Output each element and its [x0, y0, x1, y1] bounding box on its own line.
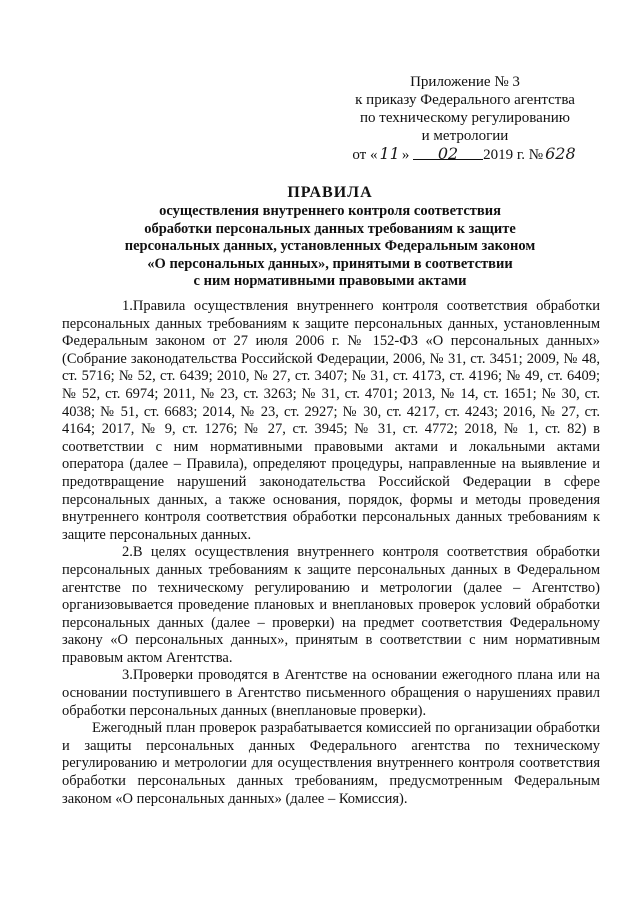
- paragraph-number: 1.: [122, 298, 133, 314]
- date-prefix: от «: [352, 147, 378, 163]
- date-mid: »: [401, 147, 414, 163]
- appendix-header: [300, 73, 630, 164]
- month-blank: [413, 144, 483, 163]
- paragraph-1: [62, 298, 600, 544]
- appendix-number: Приложение № 3: [410, 74, 520, 90]
- document-body: [62, 298, 600, 808]
- title-subtitle: осуществления внутреннего контроля соответствия обработки персональных данных требованиям к защите персональных данных, установленных Федеральным законом «О персональных данных», принятыми в соответствии с ним нормативными правовыми актами: [124, 203, 536, 289]
- appendix-agency-line: по техническому регулированию: [359, 110, 571, 126]
- appendix-date-line: [300, 145, 630, 164]
- document-title: [60, 183, 600, 291]
- paragraph-text: Правила осуществления внутреннего контроля соответствия обработки персональных данных требованиям к защите персональных данных, установленным Федеральным законом от 27 июля 2006 г. № 152-ФЗ «О персональных данных» (Собрание законодательства Российской Федерации, 2006, № 31, ст. 3451; 2009, № 48, ст. 5716; № 52, ст. 6439; 2010, № 27, ст. 3407; № 31, ст. 4173, ст. 4196; № 49, ст. 6409; № 52, ст. 6974; 2011, № 23, ст. 3263; № 31, ст. 4701; 2013, № 14, ст. 1651; № 30, ст. 4038; № 51, ст. 6683; 2014, № 23, ст. 2927; № 30, ст. 4217, ст. 4243; 2016, № 27, ст. 4164; 2017, № 9, ст. 1276; № 27, ст. 3945; № 31, ст. 4772; 2018, № 1, ст. 82) в соответствии с ним нормативными правовыми актами и локальными актами оператора (далее – Правила), определяют процедуры, направленные на выявление и предотвращение нарушений законодательства Российской Федерации в сфере персональных данных, а также основания, порядок, формы и методы проведения внутреннего контроля соответствия обработки персональных данных требованиям к защите персональных данных.: [62, 298, 600, 543]
- handwritten-month: 02: [437, 144, 459, 163]
- date-year: 2019 г. №: [483, 147, 544, 163]
- handwritten-order-number: 628: [545, 144, 576, 163]
- paragraph-2: [62, 544, 600, 667]
- title-main: ПРАВИЛА: [287, 184, 373, 201]
- paragraph-text: Проверки проводятся в Агентстве на основании ежегодного плана или на основании поступившего в Агентство письменного обращения о нарушениях правил обработки персональных данных (внеплановые проверки).: [62, 667, 600, 719]
- paragraph-number: 3.: [122, 667, 133, 684]
- paragraph-text: Ежегодный план проверок разрабатывается комиссией по организации обработки и защиты персональных данных Федерального агентства по техническому регулированию и метрологии для осуществления внутреннего контроля соответствия обработки персональных данных требованиям, предусмотренным Федеральным законом «О персональных данных» (далее – Комиссия).: [62, 720, 600, 807]
- paragraph-text: В целях осуществления внутреннего контроля соответствия обработки персональных данных требованиям к защите персональных данных в Федеральном агентстве по техническому регулированию и метрологии (далее – Агентство) организовывается проведение плановых и внеплановых проверок условий обработки персональных данных (далее – проверки) на предмет соответствия Федеральному закону «О персональных данных», принятым в соответствии с ним нормативным правовым актом Агентства.: [62, 544, 600, 666]
- paragraph-3: [62, 667, 600, 720]
- appendix-order-ref: к приказу Федерального агентства: [355, 92, 575, 108]
- appendix-agency-line-2: и метрологии: [421, 128, 509, 144]
- handwritten-day: 11: [379, 144, 400, 163]
- paragraph-number: 2.: [122, 544, 133, 561]
- paragraph-4: [62, 720, 600, 808]
